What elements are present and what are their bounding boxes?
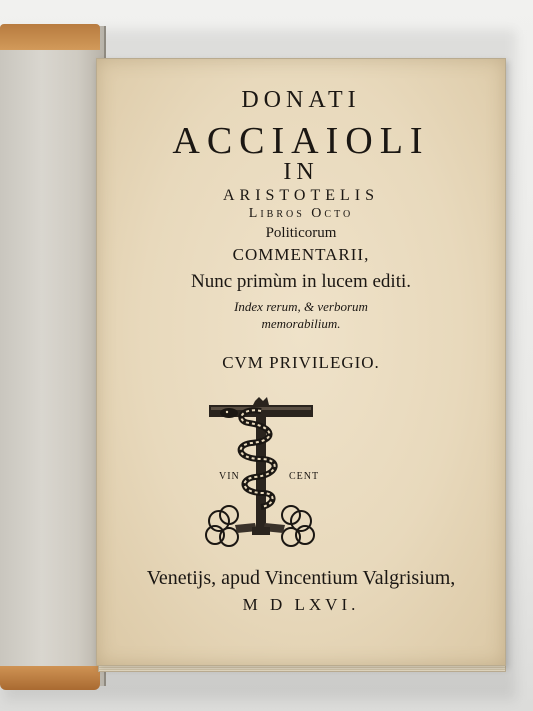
cloud-hand-left <box>206 506 257 546</box>
emblem-label-left: VIN <box>219 471 240 482</box>
spine-leather-bottom <box>0 666 100 690</box>
imprint-line: Venetijs, apud Vincentium Valgrisium, <box>146 567 456 589</box>
title-aristotelis: ARISTOTELIS <box>222 187 380 204</box>
cloud-hand-right <box>263 506 314 546</box>
book-spine-vellum <box>0 26 106 686</box>
index-line-2: memorabilium. <box>261 316 341 331</box>
title-page <box>96 58 506 666</box>
title-libros-octo: Libros Octo <box>248 206 354 221</box>
privilege-line: CVM PRIVILEGIO. <box>222 353 380 372</box>
title-politicorum: Politicorum <box>265 225 337 241</box>
author-first-name: DONATI <box>241 87 361 113</box>
author-surname: ACCIAIOLI <box>172 120 430 162</box>
title-in: IN <box>283 159 319 185</box>
emblem-label-right: CENT <box>289 471 320 482</box>
title-commentarii: COMMENTARII, <box>232 245 370 264</box>
imprint-date: M D LXVI. <box>242 595 360 614</box>
index-line-1: Index rerum, & verborum <box>234 299 368 314</box>
subtitle-editio: Nunc primùm in lucem editi. <box>190 271 412 292</box>
spine-leather-top <box>0 24 100 50</box>
